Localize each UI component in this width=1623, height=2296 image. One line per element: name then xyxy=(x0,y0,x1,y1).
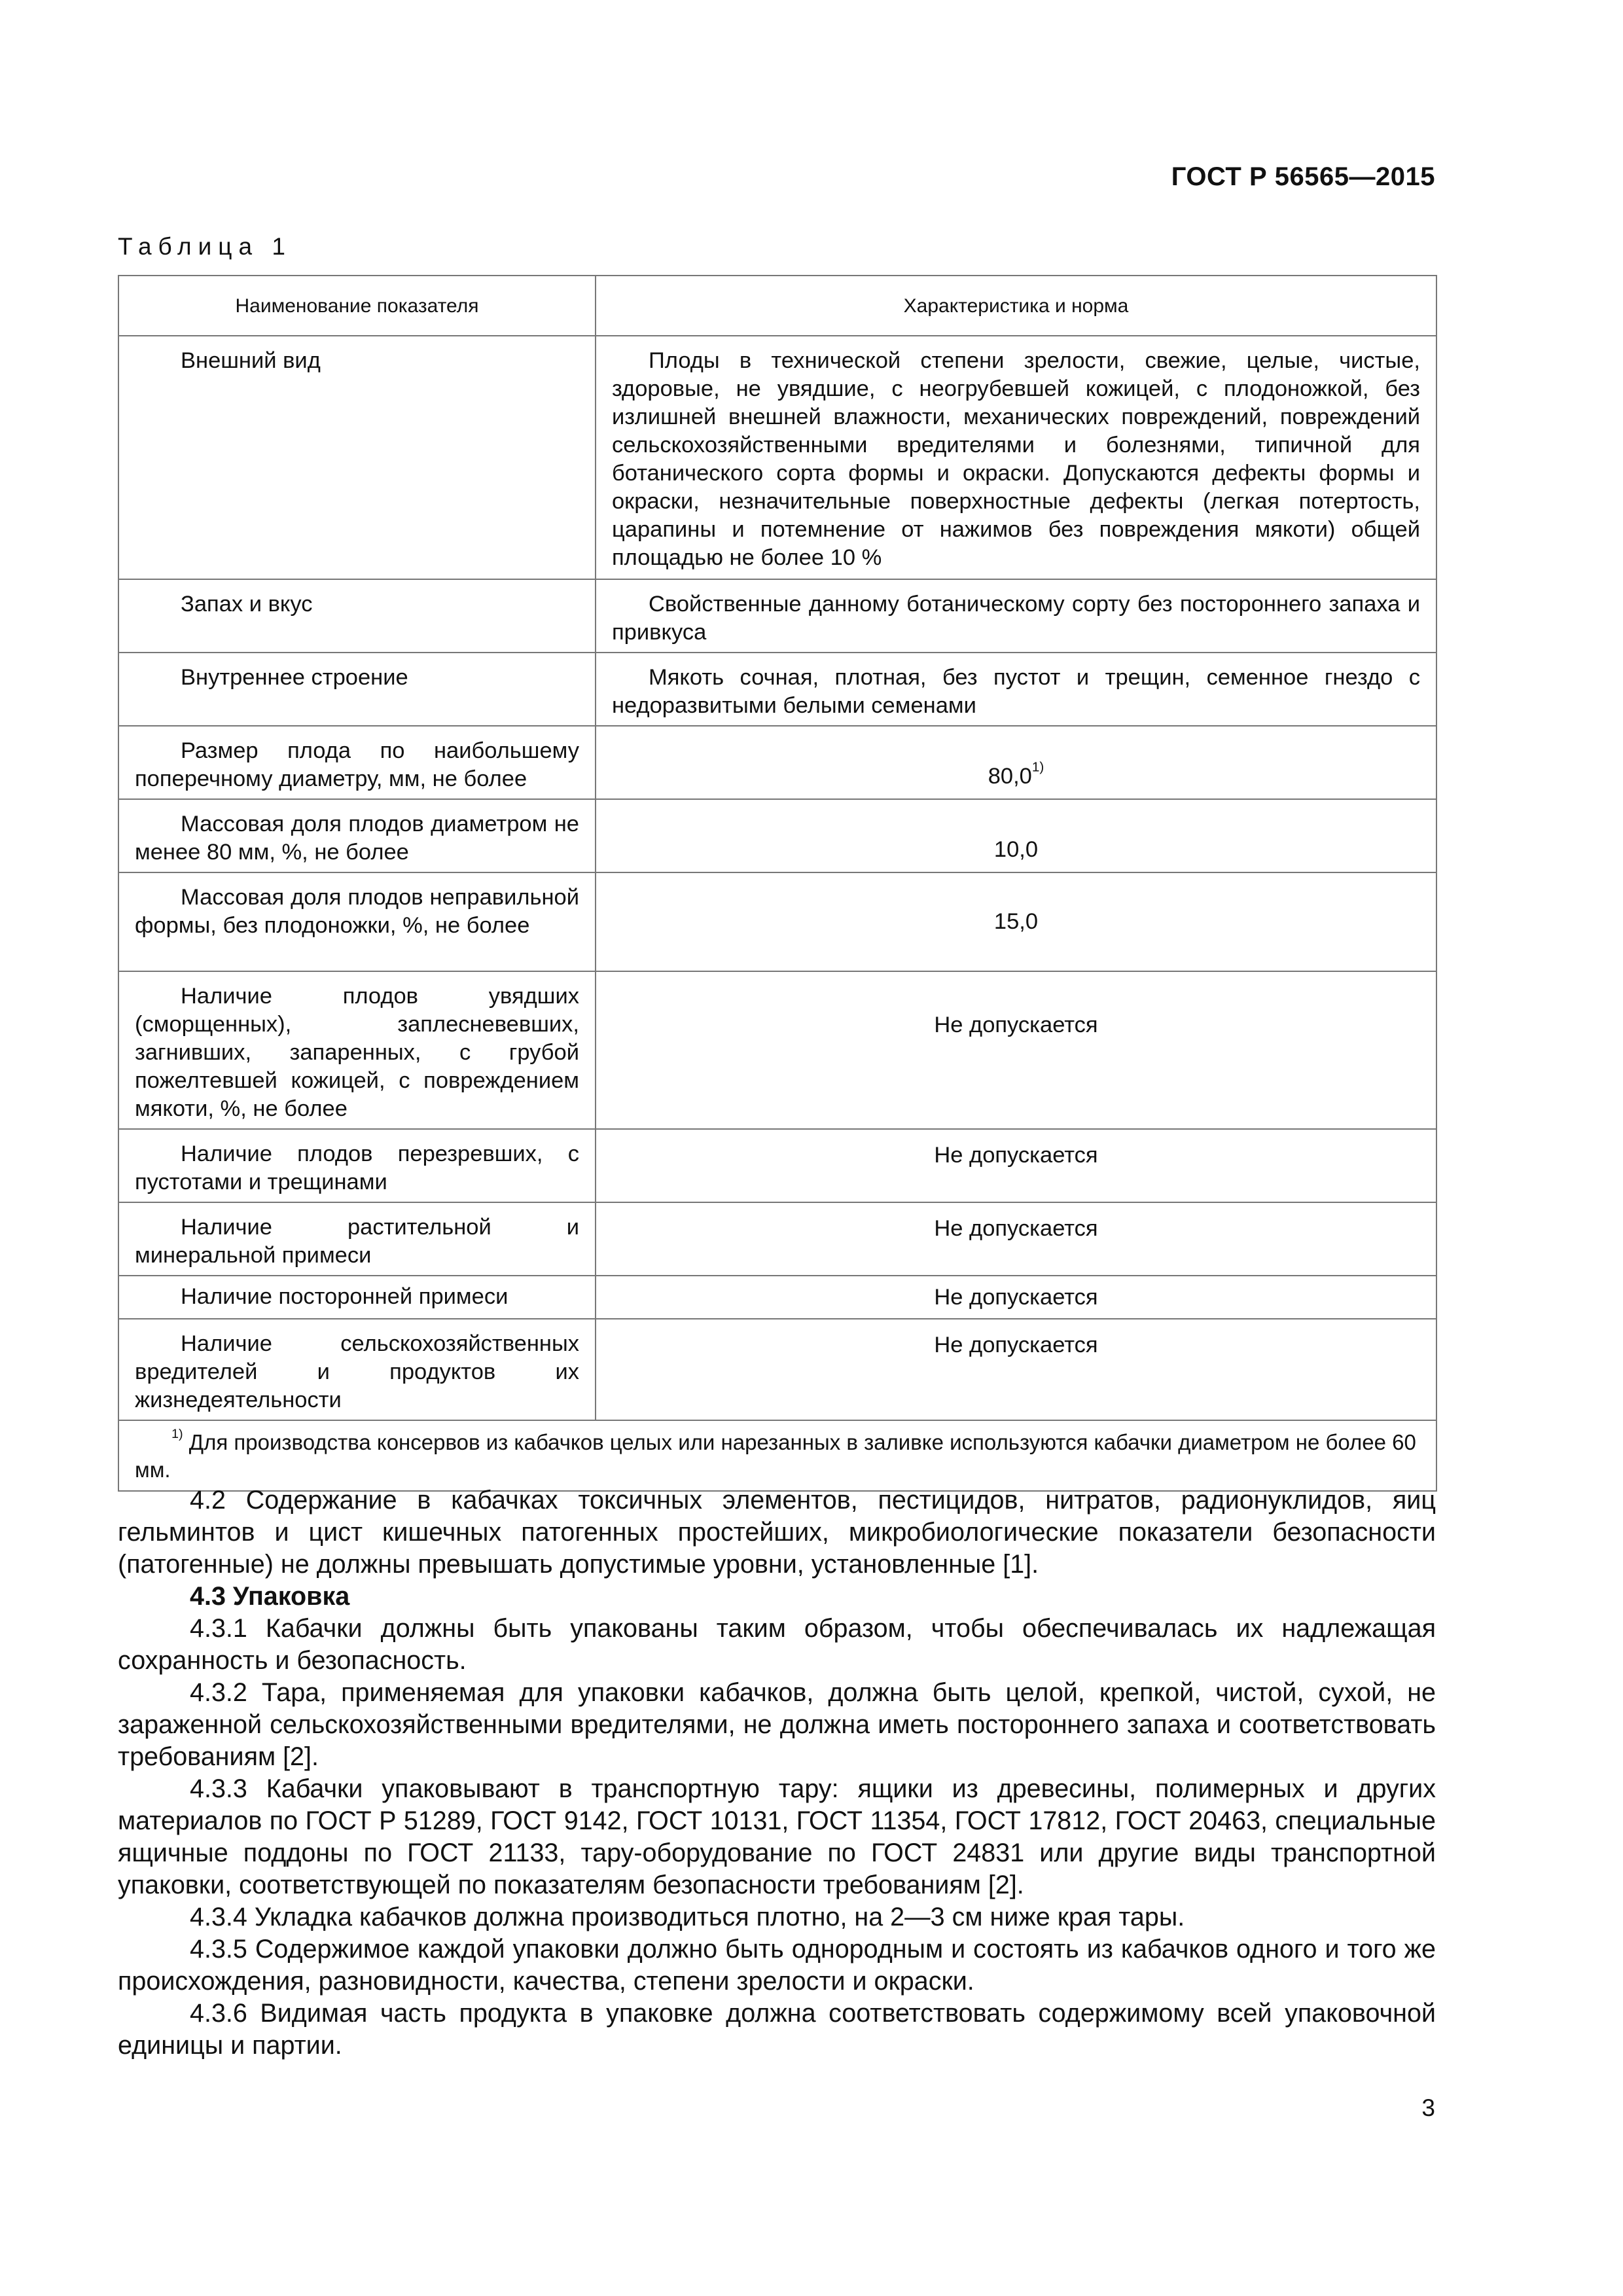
row-name-text: Внутреннее строение xyxy=(181,665,408,690)
row-name-text: Наличие плодов увядших (сморщенных), заплесневевших, загнивших, запаренных, с грубой пожелтевшей кожицей, с повреждением мякоти, %, не более xyxy=(135,984,579,1121)
row-name-text: Наличие посторонней примеси xyxy=(181,1284,508,1309)
footnote-mark: 1) xyxy=(171,1427,183,1442)
row-value-text: Свойственные данному ботаническому сорту без постороннего запаха и привкуса xyxy=(612,592,1420,645)
table-row xyxy=(118,336,1436,579)
row-name xyxy=(118,1129,596,1202)
paragraph-4-3-3: 4.3.3 Кабачки упаковывают в транспортную тару: ящики из древесины, полимерных и других материалов по ГОСТ Р 51289, ГОСТ 9142, ГОСТ 10131, ГОСТ 11354, ГОСТ 17812, ГОСТ 20463, специальные ящичные поддоны по ГОСТ 21133, тару-оборудование по ГОСТ 24831 или другие виды транспортной упаковки, соответствующей по показателям безопасности требованиям [2]. xyxy=(118,1774,1436,1899)
footnote-text: Для производства консервов из кабачков целых или нарезанных в заливке используются кабачки диаметром не более 60 мм. xyxy=(135,1430,1416,1482)
row-value-text: 10,0 xyxy=(993,837,1039,862)
table-caption: Таблица 1 xyxy=(118,233,292,260)
table-row xyxy=(118,872,1436,971)
row-value-text: Не допускается xyxy=(934,1143,1098,1168)
table-footnote xyxy=(118,1420,1436,1491)
paragraph-4-2: 4.2 Содержание в кабачках токсичных элементов, пестицидов, нитратов, радионуклидов, яиц гельминтов и цист кишечных патогенных простейших, микробиологические показатели безопасности (патогенные) не должны превышать допустимые уровни, установленные [1]. xyxy=(118,1486,1436,1579)
row-name xyxy=(118,1276,596,1319)
paragraph-4-3-5: 4.3.5 Содержимое каждой упаковки должно быть однородным и состоять из кабачков одного и того же происхождения, разновидности, качества, степени зрелости и окраски. xyxy=(118,1935,1436,1996)
row-value-text: Не допускается xyxy=(934,1013,1098,1037)
paragraph-4-3-1: 4.3.1 Кабачки должны быть упакованы таким образом, чтобы обеспечивалась их надлежащая сохранность и безопасность. xyxy=(118,1614,1436,1675)
footnote-ref: 1) xyxy=(1031,759,1044,775)
table-row xyxy=(118,799,1436,872)
row-value xyxy=(596,1276,1436,1319)
row-value-text: 15,0 xyxy=(993,909,1039,934)
row-value-text: Не допускается xyxy=(934,1333,1098,1357)
row-name xyxy=(118,1202,596,1276)
row-value xyxy=(596,336,1436,579)
section-heading-4-3: 4.3 Упаковка xyxy=(190,1582,350,1611)
row-name-text: Массовая доля плодов неправильной формы, без плодоножки, %, не более xyxy=(135,885,579,938)
table-header-row xyxy=(118,276,1436,336)
row-value-text: Не допускается xyxy=(934,1216,1098,1241)
table-row xyxy=(118,1129,1436,1202)
row-name xyxy=(118,579,596,653)
row-name xyxy=(118,872,596,971)
column-header-norm: Характеристика и норма xyxy=(596,276,1436,336)
row-value-text: Не допускается xyxy=(934,1284,1098,1310)
document-id: ГОСТ Р 56565—2015 xyxy=(1171,162,1435,191)
paragraph-4-3-4: 4.3.4 Укладка кабачков должна производиться плотно, на 2—3 см ниже края тары. xyxy=(190,1903,1185,1931)
row-name xyxy=(118,336,596,579)
table-row xyxy=(118,653,1436,726)
row-value-text: Плоды в технической степени зрелости, свежие, целые, чистые, здоровые, не увядшие, с неогрубевшей кожицей, с плодоножкой, без излишней внешней влажности, механических повреждений, повреждений сельскохозяйственными вредителями и болезнями, типичной для ботанического сорта формы и окраски. Допускаются дефекты формы и окраски, незначительные поверхностные дефекты (легкая потертость, царапины и потемнение от нажимов без повреждения мякоти) общей площадью не более 10 % xyxy=(612,348,1420,570)
row-name-text: Наличие плодов перезревших, с пустотами и трещинами xyxy=(135,1141,579,1194)
row-name-text: Массовая доля плодов диаметром не менее 80 мм, %, не более xyxy=(135,812,579,865)
row-value xyxy=(596,579,1436,653)
row-value xyxy=(596,1319,1436,1420)
table-row xyxy=(118,1276,1436,1319)
row-name xyxy=(118,1319,596,1420)
row-name xyxy=(118,971,596,1129)
row-name-text: Размер плода по наибольшему поперечному диаметру, мм, не более xyxy=(135,738,579,791)
row-value-text: 80,0 xyxy=(988,764,1032,789)
row-value xyxy=(596,799,1436,872)
table-row xyxy=(118,1202,1436,1276)
table-row xyxy=(118,579,1436,653)
row-name-text: Наличие растительной и минеральной примеси xyxy=(135,1215,579,1268)
row-value xyxy=(596,726,1436,799)
row-name xyxy=(118,653,596,726)
paragraph-4-3-2: 4.3.2 Тара, применяемая для упаковки кабачков, должна быть целой, крепкой, чистой, сухой, не зараженной сельскохозяйственными вредителями, не должна иметь постороннего запаха и соответствовать требованиям [2]. xyxy=(118,1678,1436,1771)
row-name xyxy=(118,799,596,872)
table-footnote-row xyxy=(118,1420,1436,1491)
document-body xyxy=(118,1484,1436,2062)
row-value xyxy=(596,872,1436,971)
row-value-text: Мякоть сочная, плотная, без пустот и трещин, семенное гнездо с недоразвитыми белыми семенами xyxy=(612,665,1420,718)
table-row xyxy=(118,971,1436,1129)
row-value xyxy=(596,1202,1436,1276)
row-name xyxy=(118,726,596,799)
row-name-text: Внешний вид xyxy=(181,348,321,373)
requirements-table xyxy=(118,275,1437,1492)
row-name-text: Запах и вкус xyxy=(181,592,313,617)
row-value xyxy=(596,653,1436,726)
paragraph-4-3-6: 4.3.6 Видимая часть продукта в упаковке должна соответствовать содержимому всей упаковочной единицы и партии. xyxy=(118,1999,1436,2060)
column-header-indicator: Наименование показателя xyxy=(118,276,596,336)
table-row xyxy=(118,1319,1436,1420)
row-value xyxy=(596,971,1436,1129)
page-number: 3 xyxy=(1421,2094,1435,2121)
table-row xyxy=(118,726,1436,799)
row-name-text: Наличие сельскохозяйственных вредителей и продуктов их жизнедеятельности xyxy=(135,1331,579,1412)
row-value xyxy=(596,1129,1436,1202)
